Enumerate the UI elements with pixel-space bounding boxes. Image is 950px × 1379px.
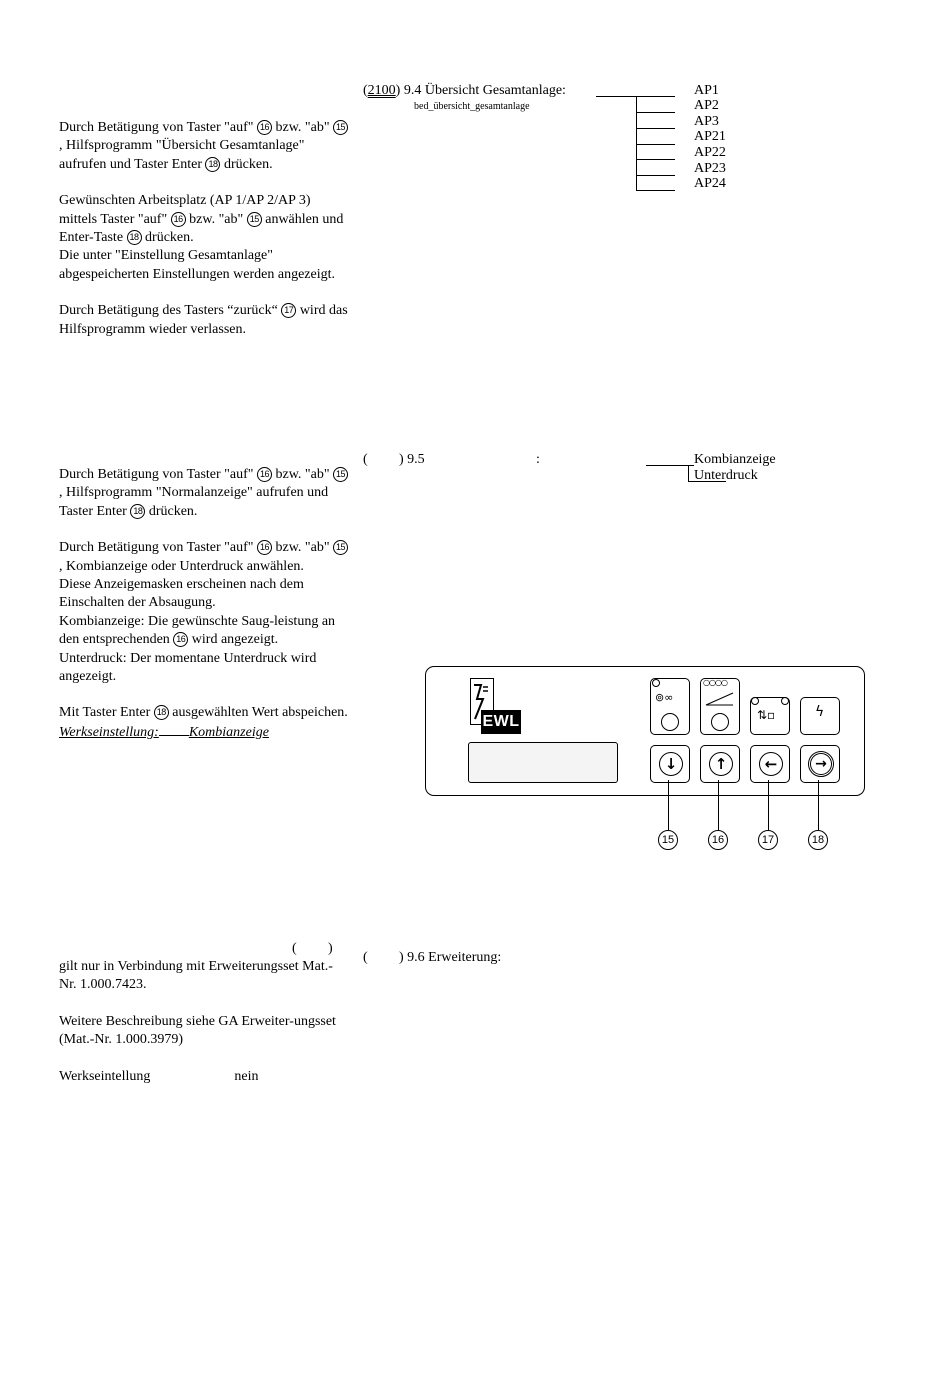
display-screen — [468, 742, 618, 783]
section-95-colon: : — [536, 452, 540, 467]
key-number: 18 — [205, 157, 220, 172]
menu-item-ap2: AP2 — [694, 98, 719, 113]
key-number: 15 — [333, 540, 348, 555]
ramp-icon — [705, 691, 735, 707]
led-row-icon: ○○○○ — [703, 678, 727, 687]
paragraph: Die unter "Einstellung Gesamtanlage" abgespeicherten Einstellungen werden angezeigt. — [59, 248, 335, 282]
control-panel — [425, 666, 865, 796]
menu-connector-vertical — [688, 465, 689, 481]
arrow-right-icon: → — [810, 753, 832, 775]
section-94-subtitle: bed_übersicht_gesamtanlage — [414, 101, 530, 112]
key-number: 16 — [257, 467, 272, 482]
back-button[interactable] — [750, 745, 790, 783]
key-number: 17 — [281, 303, 296, 318]
up-button[interactable] — [700, 745, 740, 783]
menu-item-ap24: AP24 — [694, 176, 726, 191]
filter-icon: ⇅▫ — [757, 708, 776, 722]
button-circle-icon — [711, 713, 729, 731]
paragraph: Gewünschten Arbeitsplatz (AP 1/AP 2/AP 3) mittels Taster "auf" 16 bzw. "ab" 15 anwählen und Enter-Taste 18 drücken. — [59, 193, 344, 246]
button-circle-icon — [661, 713, 679, 731]
arrow-down-icon: ↓ — [659, 752, 683, 776]
paragraph: Unterdruck: Der momentane Unterdruck wird angezeigt. — [59, 650, 317, 685]
callout-18: 18 — [808, 830, 828, 850]
key-number: 16 — [171, 212, 186, 227]
section-96-left-paren-open: ( — [292, 941, 297, 956]
callout-line — [818, 780, 819, 830]
fan-infinity-icon: ⊚∞ — [655, 691, 674, 704]
section-94-title: ) 9.4 Übersicht Gesamtanlage: — [395, 83, 566, 98]
lightning-icon: ϟ — [815, 704, 825, 720]
vacuum-level-button[interactable] — [700, 678, 740, 735]
paragraph: Durch Betätigung von Taster "auf" 16 bzw. "ab" 15, Hilfsprogramm "Normalanzeige" aufrufen und Taster Enter 18 drücken. — [59, 466, 349, 521]
paragraph: Kombianzeige: Die gewünschte Saug-leistung an den entsprechenden 16 wird angezeigt. — [59, 613, 336, 648]
callout-line — [768, 780, 769, 830]
callout-17: 17 — [758, 830, 778, 850]
section-95-title: ) 9.5 — [399, 452, 425, 467]
section-95-text — [59, 466, 349, 742]
menu-item-ap21: AP21 — [694, 129, 726, 144]
section-94-heading: (2100) 9.4 Übersicht Gesamtanlage: — [363, 83, 566, 98]
paragraph: Durch Betätigung von Taster "auf" 16 bzw. "ab" 15, Kombianzeige oder Unterdruck anwählen. — [59, 539, 349, 576]
menu-item-ap3: AP3 — [694, 114, 719, 129]
callout-line — [668, 780, 669, 830]
led-indicator — [781, 697, 789, 705]
menu-item-ap22: AP22 — [694, 145, 726, 160]
fault-button[interactable] — [800, 697, 840, 735]
paragraph: gilt nur in Verbindung mit Erweiterungsset Mat.-Nr. 1.000.7423. — [59, 959, 333, 993]
arrow-up-icon: ↑ — [709, 752, 733, 776]
paragraph: Diese Anzeigemasken erscheinen nach dem Einschalten der Absaugung. — [59, 577, 304, 611]
key-number: 15 — [333, 467, 348, 482]
callout-16: 16 — [708, 830, 728, 850]
key-number: 16 — [257, 540, 272, 555]
key-number: 15 — [333, 120, 348, 135]
key-number: 16 — [173, 632, 188, 647]
led-indicator — [751, 697, 759, 705]
section-96-title: ) 9.6 Erweiterung: — [399, 950, 502, 965]
section-96-paren: ( — [363, 950, 368, 965]
paragraph: Durch Betätigung von Taster "auf" 16 bzw. "ab" 15, Hilfsprogramm "Übersicht Gesamtanlage" aufrufen und Taster Enter 18 drücken. — [59, 119, 349, 174]
section-94-text — [59, 119, 349, 339]
down-button[interactable] — [650, 745, 690, 783]
key-number: 18 — [154, 705, 169, 720]
filter-button[interactable] — [750, 697, 790, 735]
menu-item-ap23: AP23 — [694, 161, 726, 176]
factory-setting: Werkseintellung nein — [59, 1068, 259, 1084]
callout-15: 15 — [658, 830, 678, 850]
section-96-left-paren-close: ) — [328, 941, 333, 956]
menu-item-unterdruck: Unterdruck — [694, 468, 758, 483]
key-number: 16 — [257, 120, 272, 135]
ewl-logo: EWL — [481, 710, 521, 734]
paragraph: Mit Taster Enter 18 ausgewählten Wert abspeichen. — [59, 705, 348, 721]
paragraph: Weitere Beschreibung siehe GA Erweiter-ungsset (Mat.-Nr. 1.000.3979) — [59, 1013, 336, 1048]
menu-item-ap1: AP1 — [694, 83, 719, 98]
factory-setting: Werkseinstellung: Kombianzeige — [59, 724, 269, 740]
callout-line — [718, 780, 719, 830]
section-94-number: 2100 — [367, 83, 396, 98]
menu-item-kombianzeige: Kombianzeige — [694, 452, 776, 467]
menu-connector — [646, 465, 694, 466]
suction-power-button[interactable] — [650, 678, 690, 735]
led-indicator — [652, 679, 660, 687]
section-96-text — [59, 958, 349, 1086]
section-95-paren: ( — [363, 452, 368, 467]
arrow-left-icon: ← — [759, 752, 783, 776]
key-number: 18 — [127, 230, 142, 245]
key-number: 15 — [247, 212, 262, 227]
enter-button[interactable] — [800, 745, 840, 783]
paragraph: Durch Betätigung des Tasters “zurück“ 17 wird das Hilfsprogramm wieder verlassen. — [59, 303, 348, 337]
key-number: 18 — [130, 504, 145, 519]
